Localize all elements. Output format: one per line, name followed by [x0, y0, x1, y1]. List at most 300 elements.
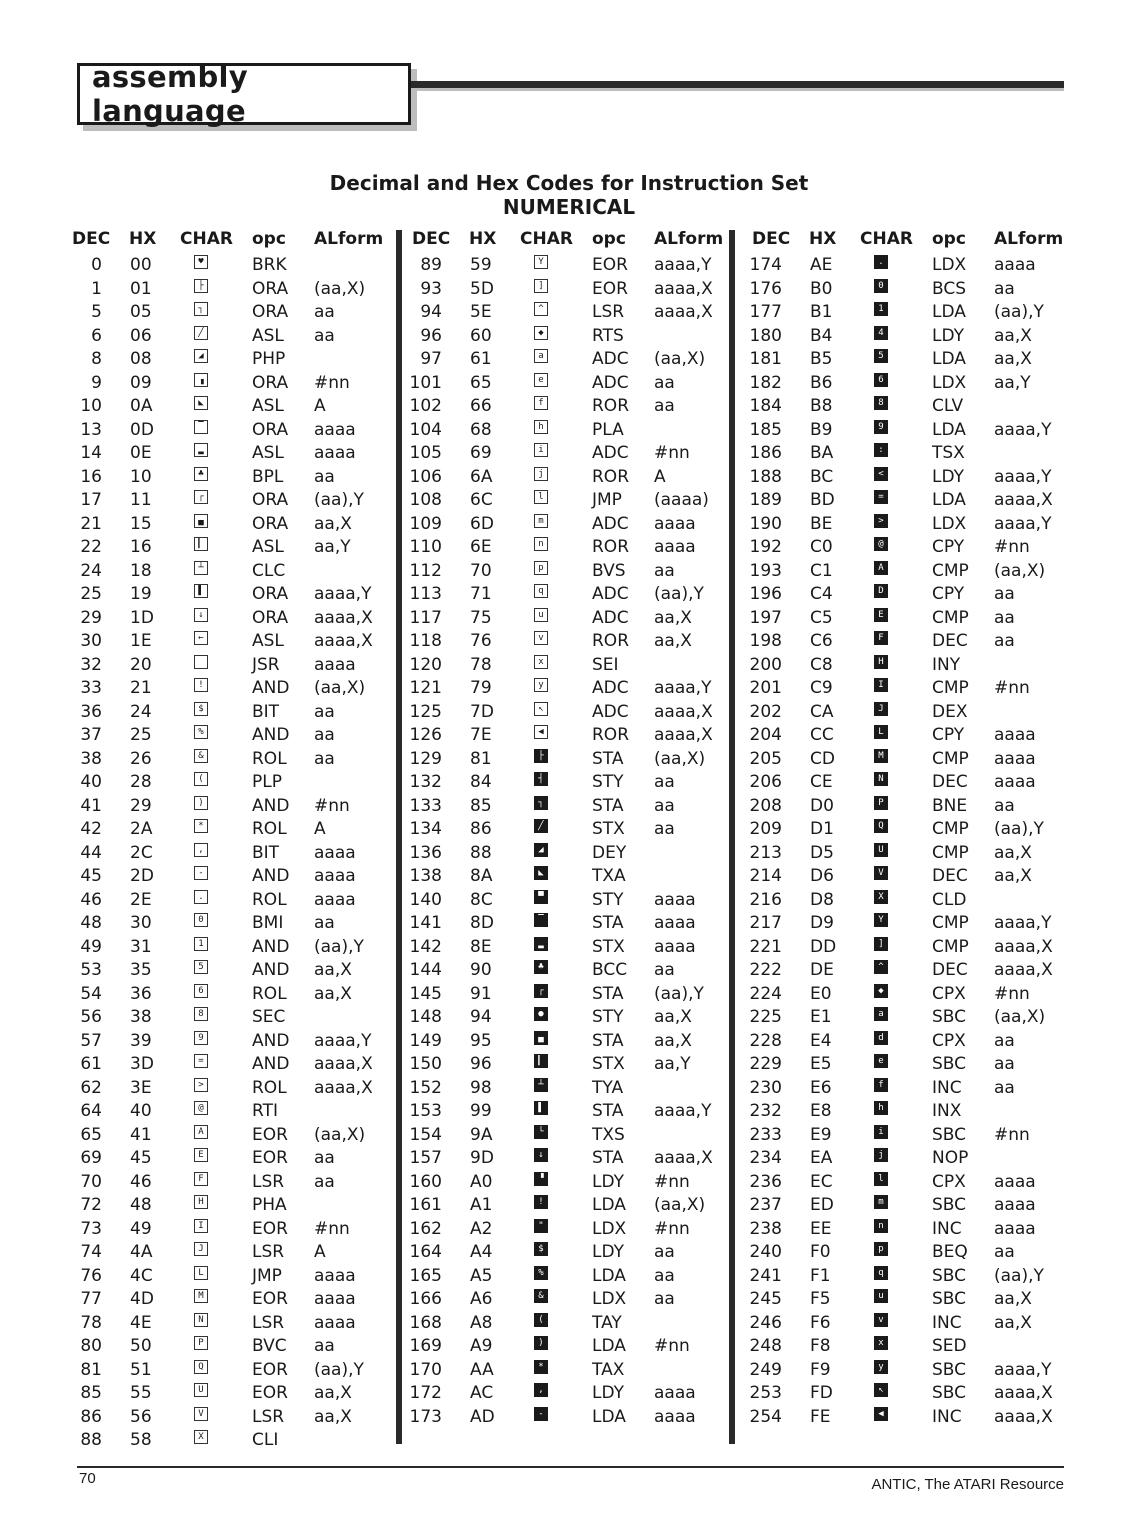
dec-cell: 233	[749, 1124, 782, 1145]
dec-cell: 176	[749, 278, 782, 299]
hex-cell: C5	[810, 607, 833, 628]
char-glyph-icon: J	[194, 1242, 208, 1256]
opcode-cell: TYA	[592, 1077, 624, 1098]
char-glyph-icon: H	[194, 1195, 208, 1209]
table-title: Decimal and Hex Codes for Instruction Set	[329, 171, 809, 195]
address-form-cell: aaaa,Y	[654, 1101, 712, 1121]
char-glyph-icon: >	[194, 1078, 208, 1092]
opcode-cell: ORA	[252, 419, 289, 440]
dec-cell: 201	[749, 678, 782, 698]
opcode-cell: ROL	[252, 748, 287, 769]
char-glyph-icon: ,	[534, 1383, 548, 1397]
column-divider	[729, 230, 735, 1444]
dec-cell: 109	[409, 513, 442, 534]
section-header-box	[77, 60, 411, 128]
hex-cell: 55	[130, 1383, 152, 1403]
char-glyph-icon: H	[874, 655, 888, 669]
hex-cell: D9	[810, 913, 834, 933]
char-glyph-icon: 9	[874, 420, 888, 434]
opcode-cell: ADC	[592, 584, 629, 604]
hex-cell: E8	[810, 1101, 832, 1121]
dec-cell: 182	[749, 372, 782, 393]
address-form-cell: aaaa	[654, 936, 696, 957]
address-form-cell: aa	[314, 1336, 335, 1356]
opcode-cell: LDY	[592, 1383, 625, 1403]
dec-cell: 148	[409, 1007, 442, 1027]
opcode-cell: LDA	[932, 419, 966, 440]
char-glyph-icon: i	[534, 443, 548, 457]
dec-cell: 253	[749, 1383, 782, 1403]
char-glyph-icon: N	[194, 1313, 208, 1327]
hex-cell: 9D	[470, 1148, 494, 1168]
dec-cell: 217	[749, 913, 782, 933]
address-form-cell: A	[654, 466, 666, 487]
opcode-cell: DEC	[932, 631, 968, 651]
opcode-cell: LSR	[252, 1312, 285, 1333]
hex-cell: E6	[810, 1077, 832, 1098]
address-form-cell: aa	[994, 1030, 1015, 1051]
char-glyph-icon: (	[194, 772, 208, 786]
char-glyph-icon: @	[194, 1101, 208, 1115]
hex-cell: AE	[810, 255, 833, 275]
opcode-cell: BCC	[592, 960, 628, 980]
address-form-cell: aa,X	[994, 866, 1032, 886]
opcode-cell: NOP	[932, 1148, 969, 1168]
dec-cell: 44	[80, 842, 102, 863]
address-form-cell: #nn	[314, 1218, 350, 1239]
dec-cell: 86	[80, 1406, 102, 1427]
address-form-cell: aaaa	[994, 748, 1036, 769]
opcode-cell: SBC	[932, 1195, 967, 1215]
address-form-cell: aa,Y	[654, 1054, 691, 1074]
opcode-cell: ROR	[592, 466, 630, 487]
opcode-cell: ASL	[252, 325, 284, 346]
dec-cell: 246	[749, 1312, 782, 1333]
opcode-cell: BEQ	[932, 1242, 968, 1262]
address-form-cell: aa	[654, 372, 675, 393]
char-glyph-icon: ]	[874, 937, 888, 951]
opcode-cell: DEC	[932, 960, 968, 980]
address-form-cell: aa	[994, 1242, 1015, 1262]
address-form-cell: aaaa	[314, 889, 356, 910]
hex-cell: 18	[130, 560, 152, 581]
hex-cell: 7D	[470, 701, 494, 722]
dec-cell: 188	[749, 466, 782, 487]
hex-cell: 24	[130, 701, 152, 722]
opcode-cell: EOR	[252, 1383, 288, 1403]
address-form-cell: aaaa,X	[654, 725, 713, 745]
address-form-cell: (aa),Y	[654, 584, 704, 604]
char-glyph-icon: @	[874, 537, 888, 551]
opcode-cell: LDY	[932, 325, 965, 346]
hex-cell: 30	[130, 913, 152, 933]
header-rule	[411, 81, 1064, 88]
char-glyph-icon: -	[534, 1407, 548, 1421]
hex-cell: 99	[470, 1101, 492, 1121]
address-form-cell: aa,X	[994, 1289, 1032, 1309]
address-form-cell: aa,X	[314, 1406, 352, 1427]
char-glyph-icon: ◀	[534, 725, 548, 739]
dec-cell: 136	[409, 842, 442, 863]
hex-cell: 66	[470, 396, 492, 416]
address-form-cell: aaaa	[994, 1195, 1036, 1215]
char-glyph-icon: ┤	[534, 772, 548, 786]
footer-rule	[77, 1466, 1064, 1468]
char-glyph-icon: (	[534, 1313, 548, 1327]
opcode-cell: SBC	[932, 1124, 967, 1145]
char-glyph-icon: └	[534, 1125, 548, 1139]
page-number: 70	[79, 1470, 96, 1487]
address-form-cell: aaaa,Y	[994, 1359, 1052, 1380]
address-form-cell: aa	[314, 302, 335, 322]
dec-cell: 164	[409, 1242, 442, 1262]
opcode-cell: ORA	[252, 278, 289, 299]
dec-cell: 190	[749, 513, 782, 534]
char-glyph-icon: ├	[534, 749, 548, 763]
opcode-cell: STA	[592, 1101, 624, 1121]
char-glyph-icon: =	[874, 490, 888, 504]
column-divider	[396, 230, 402, 1444]
hex-cell: B4	[810, 325, 833, 346]
hex-cell: C1	[810, 560, 833, 581]
char-glyph-icon: ┴	[534, 1078, 548, 1092]
hex-cell: 68	[470, 419, 492, 440]
opcode-cell: ADC	[592, 443, 629, 463]
hex-cell: B5	[810, 349, 833, 369]
hex-cell: 39	[130, 1030, 152, 1051]
dec-cell: 94	[420, 302, 442, 322]
address-form-cell: aa,X	[314, 1383, 352, 1403]
char-glyph-icon: 0	[194, 913, 208, 927]
char-glyph-icon: ┐	[534, 796, 548, 810]
char-glyph-icon: M	[874, 749, 888, 763]
char-glyph-icon: ^	[874, 960, 888, 974]
dec-cell: 56	[80, 1007, 102, 1027]
char-glyph-icon: *	[194, 819, 208, 833]
char-glyph-icon: ▄	[534, 1031, 548, 1045]
char-glyph-icon: %	[534, 1266, 548, 1280]
dec-cell: 48	[80, 913, 102, 933]
char-glyph-icon: y	[874, 1360, 888, 1374]
opcode-cell: ADC	[592, 372, 629, 393]
hex-cell: FE	[810, 1406, 831, 1427]
opcode-cell: BIT	[252, 701, 280, 722]
dec-cell: 184	[749, 396, 782, 416]
char-glyph-icon: I	[874, 678, 888, 692]
address-form-cell: aa	[314, 725, 335, 745]
hex-cell: 78	[470, 654, 492, 675]
dec-cell: 24	[80, 560, 102, 581]
opcode-cell: ORA	[252, 607, 289, 628]
hex-cell: 48	[130, 1195, 152, 1215]
opcode-cell: ASL	[252, 631, 284, 651]
dec-cell: 101	[409, 372, 442, 393]
char-glyph-icon: U	[874, 843, 888, 857]
hex-cell: 09	[130, 372, 152, 393]
char-glyph-icon: <	[874, 467, 888, 481]
hex-cell: E9	[810, 1124, 832, 1145]
char-glyph-icon: 5	[874, 349, 888, 363]
opcode-cell: LSR	[252, 1406, 285, 1427]
hex-cell: 50	[130, 1336, 152, 1356]
dec-cell: 121	[409, 678, 442, 698]
dec-cell: 5	[91, 302, 102, 322]
opcode-cell: ASL	[252, 537, 284, 557]
dec-cell: 0	[91, 255, 102, 275]
char-glyph-icon: N	[874, 772, 888, 786]
char-glyph-icon: e	[534, 373, 548, 387]
hex-cell: 4E	[130, 1312, 152, 1333]
char-glyph-icon: I	[194, 1219, 208, 1233]
opcode-cell: STY	[592, 889, 624, 910]
dec-cell: 204	[749, 725, 782, 745]
address-form-cell: aa	[994, 631, 1015, 651]
address-form-cell: aa	[654, 560, 675, 581]
hex-cell: 90	[470, 960, 492, 980]
dec-cell: 64	[80, 1101, 102, 1121]
opcode-cell: INY	[932, 654, 961, 675]
opcode-cell: RTS	[592, 325, 624, 346]
char-glyph-icon: i	[874, 1125, 888, 1139]
opcode-cell: SEC	[252, 1007, 286, 1027]
hex-cell: 1D	[130, 607, 154, 628]
dec-cell: 112	[409, 560, 442, 581]
hex-cell: 2C	[130, 842, 153, 863]
opcode-cell: BNE	[932, 795, 968, 816]
hex-cell: 4C	[130, 1265, 153, 1286]
opcode-cell: AND	[252, 866, 290, 886]
dec-cell: 157	[409, 1148, 442, 1168]
char-glyph-icon: ╱	[194, 326, 208, 340]
char-glyph-icon: f	[534, 396, 548, 410]
dec-cell: 140	[409, 889, 442, 910]
opcode-cell: PHP	[252, 349, 286, 369]
hex-cell: A6	[470, 1289, 493, 1309]
dec-cell: 70	[80, 1171, 102, 1192]
opcode-cell: CPY	[932, 537, 965, 557]
hex-cell: F5	[810, 1289, 831, 1309]
opcode-cell: INX	[932, 1101, 962, 1121]
address-form-cell: aaaa,Y	[994, 913, 1052, 933]
dec-cell: 62	[80, 1077, 102, 1098]
char-glyph-icon: J	[874, 702, 888, 716]
dec-cell: 14	[80, 443, 102, 463]
hex-cell: A9	[470, 1336, 493, 1356]
char-glyph-icon: j	[534, 467, 548, 481]
hex-cell: C9	[810, 678, 833, 698]
dec-cell: 160	[409, 1171, 442, 1192]
publication-name: ANTIC, The ATARI Resource	[871, 1476, 1064, 1493]
opcode-cell: STA	[592, 983, 624, 1004]
address-form-cell: aa,X	[654, 1030, 692, 1051]
address-form-cell: aa	[314, 748, 335, 769]
hex-cell: 36	[130, 983, 152, 1004]
hex-cell: 7E	[470, 725, 492, 745]
hex-cell: 8C	[470, 889, 493, 910]
dec-cell: 89	[420, 255, 442, 275]
opcode-cell: STA	[592, 1030, 624, 1051]
dec-cell: 177	[749, 302, 782, 322]
opcode-cell: STA	[592, 748, 624, 769]
hex-cell: 6E	[470, 537, 492, 557]
address-form-cell: aaaa	[314, 866, 356, 886]
opcode-cell: TAY	[592, 1312, 622, 1333]
column-header-alform: ALform	[654, 229, 724, 249]
dec-cell: 96	[420, 325, 442, 346]
column-header-opc: opc	[252, 229, 286, 249]
column-header-hx: HX	[809, 229, 837, 249]
opcode-cell: STA	[592, 1148, 624, 1168]
hex-cell: EC	[810, 1171, 833, 1192]
char-glyph-icon: m	[874, 1195, 888, 1209]
address-form-cell: (aa),Y	[314, 936, 364, 957]
dec-cell: 154	[409, 1124, 442, 1145]
char-glyph-icon: ↖	[874, 1383, 888, 1397]
hex-cell: DD	[810, 936, 837, 957]
hex-cell: 86	[470, 819, 492, 839]
opcode-cell: ROR	[592, 725, 630, 745]
opcode-cell: ORA	[252, 584, 289, 604]
dec-cell: 113	[409, 584, 442, 604]
opcode-cell: INC	[932, 1406, 962, 1427]
dec-cell: 181	[749, 349, 782, 369]
hex-cell: 49	[130, 1218, 152, 1239]
column-header-hx: HX	[469, 229, 497, 249]
hex-cell: 56	[130, 1406, 152, 1427]
char-glyph-icon: 0	[874, 279, 888, 293]
hex-cell: CD	[810, 748, 835, 769]
char-glyph-icon: n	[874, 1219, 888, 1233]
char-glyph-icon: ▗	[194, 373, 208, 387]
hex-cell: 41	[130, 1124, 152, 1145]
address-form-cell: aaaa	[654, 889, 696, 910]
char-glyph-icon: l	[534, 490, 548, 504]
opcode-cell: ADC	[592, 513, 629, 534]
opcode-cell: INC	[932, 1077, 962, 1098]
char-glyph-icon: l	[874, 1172, 888, 1186]
dec-cell: 76	[80, 1265, 102, 1286]
char-glyph-icon: ▌	[534, 1101, 548, 1115]
opcode-cell: SBC	[932, 1289, 967, 1309]
hex-cell: 25	[130, 725, 152, 745]
address-form-cell: aa	[314, 466, 335, 487]
address-form-cell: (aa,X)	[314, 1124, 366, 1145]
address-form-cell: aa,X	[994, 325, 1032, 346]
hex-cell: BE	[810, 513, 833, 534]
hex-cell: ED	[810, 1195, 834, 1215]
char-glyph-icon: ┐	[194, 302, 208, 316]
char-glyph-icon: U	[194, 1383, 208, 1397]
opcode-cell: EOR	[252, 1124, 288, 1145]
address-form-cell: A	[314, 396, 326, 416]
opcode-cell: LDX	[592, 1218, 627, 1239]
hex-cell: 0A	[130, 396, 153, 416]
address-form-cell: #nn	[654, 443, 690, 463]
dec-cell: 237	[749, 1195, 782, 1215]
char-glyph-icon: d	[874, 1031, 888, 1045]
char-glyph-icon: V	[874, 866, 888, 880]
hex-cell: 79	[470, 678, 492, 698]
opcode-cell: CPY	[932, 584, 965, 604]
address-form-cell: aa,X	[994, 349, 1032, 369]
dec-cell: 145	[409, 983, 442, 1004]
hex-cell: 85	[470, 795, 492, 816]
opcode-cell: AND	[252, 960, 290, 980]
hex-cell: 01	[130, 278, 152, 299]
hex-cell: 81	[470, 748, 492, 769]
dec-cell: 72	[80, 1195, 102, 1215]
dec-cell: 16	[80, 466, 102, 487]
dec-cell: 229	[749, 1054, 782, 1074]
address-form-cell: aa	[314, 325, 335, 346]
opcode-cell: EOR	[592, 255, 628, 275]
opcode-cell: STA	[592, 913, 624, 933]
dec-cell: 104	[409, 419, 442, 440]
hex-cell: 8D	[470, 913, 494, 933]
column-header-alform: ALform	[994, 229, 1064, 249]
dec-cell: 225	[749, 1007, 782, 1027]
opcode-cell: ROL	[252, 983, 287, 1004]
hex-cell: B6	[810, 372, 833, 393]
opcode-cell: EOR	[252, 1148, 288, 1168]
dec-cell: 30	[80, 631, 102, 651]
hex-cell: 08	[130, 349, 152, 369]
column-header-char: CHAR	[860, 229, 913, 249]
hex-cell: EE	[810, 1218, 832, 1239]
hex-cell: C8	[810, 654, 833, 675]
dec-cell: 196	[749, 584, 782, 604]
hex-cell: 2E	[130, 889, 152, 910]
dec-cell: 216	[749, 889, 782, 910]
dec-cell: 38	[80, 748, 102, 769]
char-glyph-icon: m	[534, 514, 548, 528]
hex-cell: D0	[810, 795, 834, 816]
dec-cell: 141	[409, 913, 442, 933]
address-form-cell: (aa,X)	[314, 678, 366, 698]
column-header-char: CHAR	[180, 229, 233, 249]
hex-cell: 21	[130, 678, 152, 698]
hex-cell: 61	[470, 349, 492, 369]
address-form-cell: aaaa,X	[994, 1406, 1053, 1427]
opcode-cell: CMP	[932, 748, 969, 769]
char-glyph-icon: Y	[534, 255, 548, 269]
hex-cell: 29	[130, 795, 152, 816]
dec-cell: 126	[409, 725, 442, 745]
char-glyph-icon: ▂	[194, 443, 208, 457]
dec-cell: 97	[420, 349, 442, 369]
address-form-cell: aaaa,X	[314, 607, 373, 628]
hex-cell: AD	[470, 1406, 495, 1427]
opcode-cell: ORA	[252, 490, 289, 510]
dec-cell: 41	[80, 795, 102, 816]
opcode-cell: ROR	[592, 396, 630, 416]
opcode-cell: LDA	[932, 490, 966, 510]
dec-cell: 198	[749, 631, 782, 651]
address-form-cell: (aa,X)	[654, 748, 706, 769]
char-glyph-icon: $	[194, 702, 208, 716]
char-glyph-icon: ▝	[534, 1172, 548, 1186]
hex-cell: 16	[130, 537, 152, 557]
address-form-cell: aaaa,Y	[654, 678, 712, 698]
dec-cell: 57	[80, 1030, 102, 1051]
hex-cell: 6A	[470, 466, 493, 487]
address-form-cell: aa	[654, 819, 675, 839]
dec-cell: 54	[80, 983, 102, 1004]
opcode-cell: SEI	[592, 654, 619, 675]
dec-cell: 234	[749, 1148, 782, 1168]
address-form-cell: aaaa	[314, 1289, 356, 1309]
dec-cell: 13	[80, 419, 102, 440]
